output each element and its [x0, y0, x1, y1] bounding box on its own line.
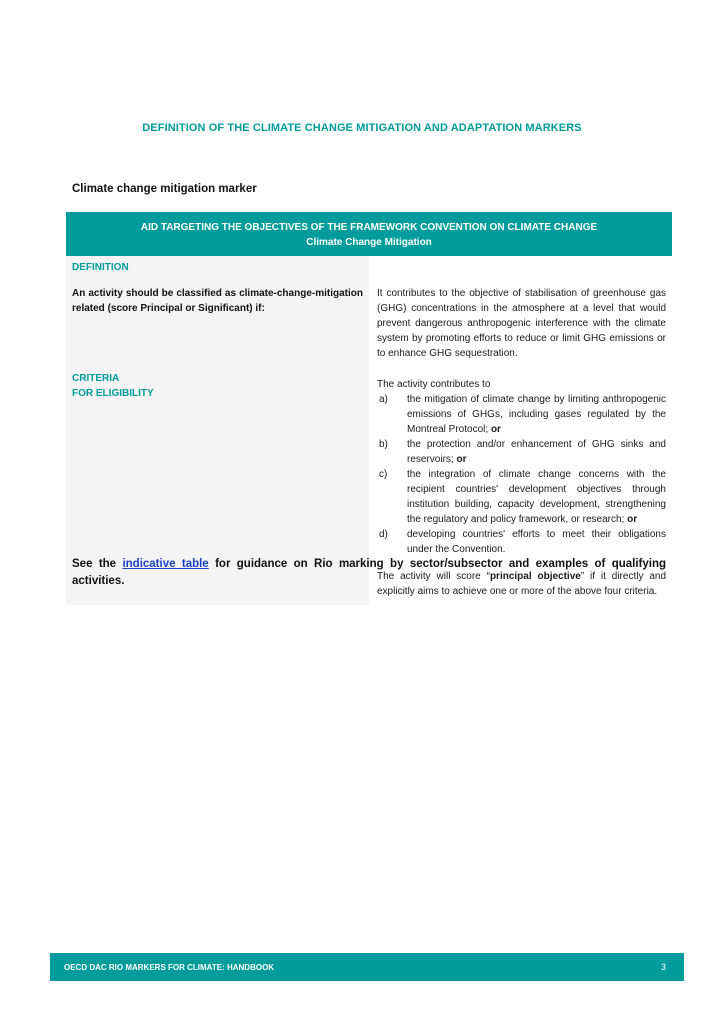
criteria-text	[407, 467, 666, 527]
criteria-suffix: or	[456, 454, 467, 465]
list-item	[377, 392, 666, 437]
criteria-body: the mitigation of climate change by limiting anthropogenic emissions of GHGs, including gases regulated by the Montreal Protocol;	[407, 394, 666, 435]
table-header	[66, 212, 672, 256]
mitigation-marker-table	[66, 212, 672, 605]
footer-bar	[50, 953, 684, 981]
guidance-post: for guidance on Rio marking by sector/subsector and examples of qualifying activities.	[72, 558, 666, 587]
list-item	[377, 467, 666, 527]
criteria-letter: d)	[379, 529, 388, 540]
criteria-letter: a)	[379, 394, 388, 405]
criteria-letter: b)	[379, 439, 388, 450]
criteria-text	[407, 392, 666, 437]
criteria-text	[407, 527, 666, 557]
footer-title: OECD DAC RIO MARKERS FOR CLIMATE: HANDBOOK	[64, 962, 275, 972]
table-header-line1: AID TARGETING THE OBJECTIVES OF THE FRAMEWORK CONVENTION ON CLIMATE CHANGE	[140, 222, 598, 233]
classification-text: It contributes to the objective of stabilisation of greenhouse gas (GHG) concentrations in the atmosphere at a level that would prevent dangerous anthropogenic interference with the climate system by promoting efforts to reduce or limit GHG emissions or to enhance GHG sequestration.	[377, 288, 666, 359]
guidance-pre: See the	[72, 558, 123, 570]
criteria-text	[407, 437, 666, 467]
criteria-note-post: ” if it directly and explicitly aims to achieve one or more of the above four criteria.	[377, 571, 667, 597]
criteria-list	[377, 392, 666, 557]
criteria-note-bold: principal objective	[489, 571, 581, 582]
criteria-letter: c)	[379, 469, 388, 480]
criteria-note-pre: The activity will score “	[377, 571, 490, 582]
section-heading: Climate change mitigation marker	[72, 183, 257, 195]
criteria-suffix: or	[490, 424, 501, 435]
definition-row	[66, 256, 672, 282]
criteria-body: developing countries' efforts to meet their obligations under the Convention.	[407, 529, 666, 555]
criteria-body: the protection and/or enhancement of GHG sinks and reservoirs;	[407, 439, 666, 465]
criteria-body: the integration of climate change concerns with the recipient countries' development objectives through institution building, capacity development, strengthening the regulatory and policy framework, or research;	[407, 469, 666, 525]
list-item	[377, 437, 666, 467]
classification-label: An activity should be classified as climate-change-mitigation related (score Principal or Significant) if:	[66, 282, 369, 367]
criteria-suffix: or	[627, 514, 638, 525]
definition-value	[369, 256, 672, 282]
criteria-label-line1: CRITERIA	[72, 373, 120, 384]
table-header-row	[66, 212, 672, 256]
guidance-paragraph	[72, 556, 666, 590]
criteria-label-line2: FOR ELIGIBILITY	[72, 388, 154, 399]
page-title: DEFINITION OF THE CLIMATE CHANGE MITIGATION AND ADAPTATION MARKERS	[142, 122, 582, 134]
indicative-table-link[interactable]: indicative table	[122, 558, 209, 570]
classification-row	[66, 282, 672, 367]
list-item	[377, 527, 666, 557]
page-number: 3	[660, 962, 666, 972]
table-header-line2: Climate Change Mitigation	[306, 237, 432, 248]
criteria-intro: The activity contributes to	[377, 379, 491, 390]
definition-label: DEFINITION	[66, 256, 369, 282]
